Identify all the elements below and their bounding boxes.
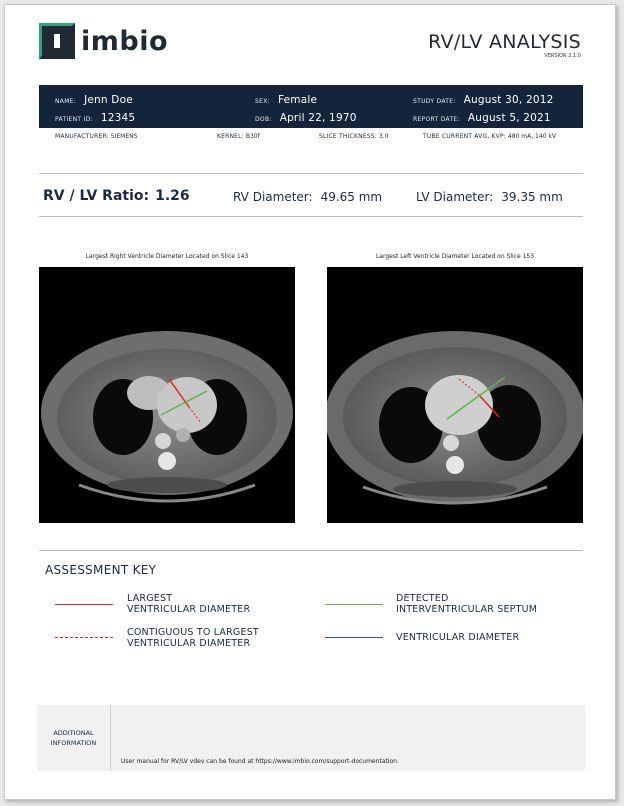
kernel-value: B30f	[245, 133, 260, 140]
key-text-largest	[127, 593, 250, 615]
manufacturer-value: SIEMENS	[110, 133, 138, 140]
kernel-field	[217, 133, 260, 140]
patient-id-label: PATIENT ID:	[55, 116, 93, 123]
key-text-septum	[396, 593, 537, 615]
divider-key	[39, 550, 583, 551]
slice-thickness-value: 3.0	[378, 133, 389, 140]
tube-current-field	[423, 133, 556, 140]
rv-diameter-label: RV Diameter:	[233, 190, 313, 204]
study-date-field	[413, 94, 554, 106]
key-septum-line1: DETECTED	[396, 593, 449, 604]
report-date-field	[413, 112, 551, 124]
dob-value: April 22, 1970	[279, 112, 357, 124]
ratio-label: RV / LV Ratio:	[43, 188, 150, 204]
kernel-label: KERNEL:	[217, 133, 244, 140]
patient-banner	[39, 85, 583, 128]
logo-text: imbio	[81, 25, 169, 57]
key-largest-line1: LARGEST	[127, 593, 173, 604]
key-line-septum	[325, 604, 383, 605]
key-text-ventricular	[396, 632, 519, 643]
patient-id-field	[55, 112, 135, 124]
additional-info-line2: INFORMATION	[50, 739, 97, 747]
manufacturer-label: MANUFACTURER:	[55, 133, 109, 140]
rv-ct-image	[39, 267, 295, 523]
key-line-ventricular	[325, 637, 383, 638]
study-date-value: August 30, 2012	[463, 94, 554, 106]
name-label: NAME:	[55, 98, 77, 105]
lv-image-caption: Largest Left Ventricle Diameter Located on Slice 153	[375, 253, 535, 260]
name-field	[55, 94, 133, 106]
dob-field	[255, 112, 357, 124]
report-date-label: REPORT DATE:	[413, 116, 460, 123]
lv-diameter-label: LV Diameter:	[416, 190, 494, 204]
slice-thickness-label: SLICE THICKNESS:	[319, 133, 377, 140]
sex-value: Female	[277, 94, 318, 106]
report-page	[4, 4, 616, 800]
sex-field	[255, 94, 317, 106]
rv-image-caption: Largest Right Ventricle Diameter Located on Slice 143	[85, 253, 249, 260]
report-date-value: August 5, 2021	[467, 112, 551, 124]
ratio-value: 1.26	[155, 188, 190, 204]
assessment-key-title: ASSESSMENT KEY	[45, 563, 157, 577]
lv-diameter-value: 39.35 mm	[501, 190, 563, 204]
patient-id-value: 12345	[100, 112, 136, 124]
name-value: Jenn Doe	[84, 94, 133, 106]
rv-diameter-value: 49.65 mm	[320, 190, 383, 204]
report-title: RV/LV ANALYSIS	[428, 31, 581, 53]
divider-bottom	[39, 216, 583, 217]
sex-label: SEX:	[255, 98, 270, 105]
rv-lv-ratio	[43, 188, 190, 204]
key-contiguous-line1: CONTIGUOUS TO LARGEST	[127, 627, 259, 638]
manufacturer-field	[55, 133, 137, 140]
slice-thickness-field	[319, 133, 388, 140]
key-largest-line2: VENTRICULAR DIAMETER	[127, 604, 251, 615]
imbio-logo	[39, 23, 168, 59]
additional-info-label	[37, 705, 111, 771]
rv-diameter	[233, 190, 382, 204]
tube-current-value: 480 mA, 140 kV	[507, 133, 556, 140]
lv-ct-image	[327, 267, 583, 523]
version-label: VERSION 2.1.0	[544, 53, 581, 59]
dob-label: DOB:	[255, 116, 272, 123]
key-line-largest	[55, 604, 113, 605]
key-line-contiguous	[55, 637, 113, 638]
key-contiguous-line2: VENTRICULAR DIAMETER	[127, 638, 251, 649]
additional-info-line1: ADDITIONAL	[53, 729, 94, 737]
key-septum-line2: INTERVENTRICULAR SEPTUM	[396, 604, 538, 615]
additional-info-panel	[37, 705, 585, 771]
lv-diameter	[416, 190, 563, 204]
user-manual-note: User manual for RV/LV vdev can be found at https://www.imbio.com/support-documentation.	[121, 758, 399, 765]
tube-current-label: TUBE CURRENT AVG, KVP:	[423, 133, 507, 140]
divider-top	[39, 173, 583, 174]
logo-mark-icon	[39, 23, 75, 59]
key-text-contiguous	[127, 627, 259, 649]
key-ventricular-line1: VENTRICULAR DIAMETER	[396, 632, 520, 643]
study-date-label: STUDY DATE:	[413, 98, 456, 105]
